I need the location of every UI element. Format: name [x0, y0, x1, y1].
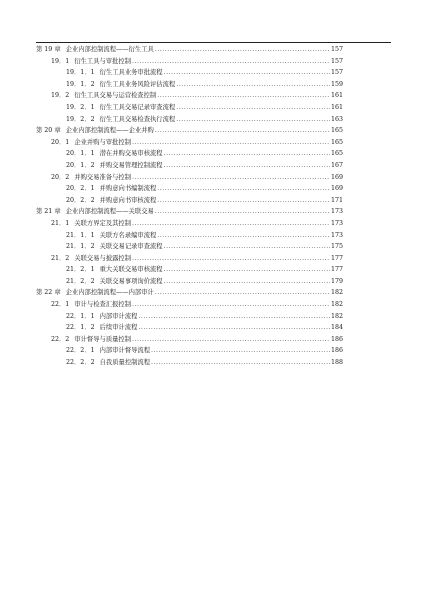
toc-entry-title: 自我质量控制流程 — [99, 359, 150, 367]
toc-entry-page-number: 157 — [330, 57, 343, 65]
toc-subsection-entry[interactable] — [36, 148, 343, 160]
toc-subsection-entry[interactable] — [36, 230, 343, 242]
toc-entry-number: 第 19 章 — [36, 46, 61, 53]
toc-entry-number: 20．2 — [51, 173, 70, 181]
toc-entry-page-number: 177 — [330, 254, 343, 262]
toc-entry-title: 衍生工具交易与运营检查控制 — [74, 92, 157, 100]
toc-entry-number: 第 20 章 — [36, 127, 61, 135]
toc-entry-title: 关联交易记录审查流程 — [99, 243, 163, 251]
toc-entry-number: 19．2．2 — [66, 115, 95, 123]
toc-entry-title: 审计与检查汇报控制 — [74, 301, 131, 309]
toc-entry-title: 并购意向书编制流程 — [99, 185, 157, 193]
toc-section-entry[interactable] — [36, 90, 343, 102]
toc-subsection-entry[interactable] — [36, 183, 343, 195]
toc-entry-page-number: 157 — [330, 69, 343, 77]
toc-section-entry[interactable] — [36, 253, 343, 265]
toc-subsection-entry[interactable] — [36, 79, 343, 91]
toc-entry-number: 22．1 — [51, 301, 70, 309]
toc-entry-page-number: 173 — [330, 219, 343, 227]
toc-entry-title: 关联方界定及其控制 — [74, 219, 131, 227]
toc-dot-leader — [138, 322, 330, 334]
toc-section-entry[interactable] — [36, 218, 343, 230]
toc-section-entry[interactable] — [36, 299, 343, 311]
toc-subsection-entry[interactable] — [36, 311, 343, 323]
toc-dot-leader — [176, 79, 330, 91]
toc-entry-number: 21．1 — [51, 219, 70, 227]
toc-entry-number: 20．1．2 — [66, 161, 95, 169]
toc-entry-number: 第 22 章 — [36, 289, 61, 297]
toc-entry-title: 潜在并购交易审核流程 — [99, 150, 163, 158]
toc-entry-page-number: 173 — [330, 231, 343, 239]
toc-dot-leader — [164, 264, 330, 276]
toc-dot-leader — [132, 299, 330, 311]
toc-entry-title: 企业内部控制流程——企业并购 — [65, 127, 154, 135]
toc-dot-leader — [157, 195, 330, 207]
toc-entry-title: 关联交易事项询价流程 — [99, 277, 163, 285]
toc-subsection-entry[interactable] — [36, 160, 343, 172]
toc-entry-page-number: 159 — [330, 80, 343, 88]
toc-entry-title: 并购意向书审核流程 — [99, 196, 157, 204]
toc-entry-number: 19．1．1 — [66, 69, 95, 77]
toc-entry-title: 关联交易与披露控制 — [74, 254, 131, 262]
toc-entry-page-number: 169 — [330, 173, 343, 181]
toc-entry-title: 关联方名录编审流程 — [99, 231, 157, 239]
toc-dot-leader — [132, 253, 330, 265]
toc-entry-number: 22．1．1 — [66, 312, 95, 320]
toc-entry-page-number: 188 — [330, 359, 343, 367]
toc-entry-title: 衍生工具业务审批流程 — [99, 69, 163, 77]
toc-entry-page-number: 186 — [330, 347, 343, 355]
toc-entry-number: 21．2．2 — [66, 277, 95, 285]
toc-dot-leader — [132, 137, 330, 149]
toc-entry-number: 19．1．2 — [66, 80, 95, 88]
toc-entry-page-number: 171 — [330, 196, 343, 204]
toc-chapter-entry[interactable] — [36, 125, 343, 137]
toc-entry-title: 衍生工具与审批控制 — [74, 57, 131, 65]
toc-entry-page-number: 165 — [330, 127, 343, 135]
toc-entry-page-number: 165 — [330, 150, 343, 158]
table-of-contents — [36, 44, 343, 369]
top-rule — [36, 42, 391, 43]
toc-dot-leader — [151, 345, 330, 357]
toc-subsection-entry[interactable] — [36, 264, 343, 276]
toc-subsection-entry[interactable] — [36, 195, 343, 207]
toc-dot-leader — [132, 218, 330, 230]
toc-dot-leader — [132, 56, 330, 68]
toc-entry-page-number: 169 — [330, 185, 343, 193]
toc-section-entry[interactable] — [36, 334, 343, 346]
toc-entry-number: 22．2 — [51, 335, 70, 343]
toc-dot-leader — [157, 230, 330, 242]
toc-section-entry[interactable] — [36, 137, 343, 149]
toc-dot-leader — [164, 148, 330, 160]
toc-entry-title: 并购交易管理控制流程 — [99, 161, 163, 169]
toc-subsection-entry[interactable] — [36, 357, 343, 369]
toc-entry-title: 企业内部控制流程——内部审计 — [65, 289, 154, 297]
toc-entry-number: 21．1．2 — [66, 243, 95, 251]
toc-dot-leader — [155, 125, 330, 137]
toc-entry-title: 衍生工具交易记录审查流程 — [99, 103, 176, 111]
toc-dot-leader — [176, 114, 330, 126]
toc-entry-page-number: 186 — [330, 335, 343, 343]
toc-entry-title: 审计督导与质量控制 — [74, 335, 131, 343]
toc-entry-number: 20．2．1 — [66, 185, 95, 193]
toc-entry-number: 19．2 — [51, 92, 70, 100]
toc-dot-leader — [151, 357, 330, 369]
toc-subsection-entry[interactable] — [36, 322, 343, 334]
toc-entry-number: 20．1 — [51, 138, 70, 146]
toc-subsection-entry[interactable] — [36, 102, 343, 114]
toc-entry-title: 并购交易准备与控制 — [74, 173, 131, 181]
toc-entry-title: 内部审计督导流程 — [99, 347, 150, 355]
toc-entry-title: 企业内部控制流程——关联交易 — [65, 208, 154, 216]
toc-subsection-entry[interactable] — [36, 276, 343, 288]
toc-entry-page-number: 184 — [330, 324, 343, 332]
toc-chapter-entry[interactable] — [36, 287, 343, 299]
toc-entry-number: 19．2．1 — [66, 103, 95, 111]
toc-entry-number: 20．2．2 — [66, 196, 95, 204]
toc-entry-number: 21．1．1 — [66, 231, 95, 239]
toc-entry-title: 衍生工具交易检查执行流程 — [99, 115, 176, 123]
toc-entry-page-number: 182 — [330, 301, 343, 309]
toc-dot-leader — [132, 334, 330, 346]
toc-entry-page-number: 182 — [330, 289, 343, 297]
toc-entry-page-number: 157 — [330, 46, 343, 53]
toc-entry-page-number: 163 — [330, 115, 343, 123]
toc-entry-page-number: 173 — [330, 208, 343, 216]
toc-entry-number: 21．2．1 — [66, 266, 95, 274]
toc-chapter-entry[interactable] — [36, 44, 343, 56]
toc-entry-number: 第 21 章 — [36, 208, 61, 216]
toc-dot-leader — [155, 287, 330, 299]
toc-entry-page-number: 161 — [330, 103, 343, 111]
toc-entry-page-number: 167 — [330, 161, 343, 169]
toc-dot-leader — [132, 172, 330, 184]
toc-entry-page-number: 165 — [330, 138, 343, 146]
toc-entry-page-number: 182 — [330, 312, 343, 320]
toc-subsection-entry[interactable] — [36, 114, 343, 126]
toc-dot-leader — [176, 102, 330, 114]
toc-entry-title: 衍生工具业务风险评估流程 — [99, 80, 176, 88]
toc-entry-title: 后续审计流程 — [99, 324, 138, 332]
toc-entry-title: 企业并购与审批控制 — [74, 138, 131, 146]
toc-entry-number: 22．2．1 — [66, 347, 95, 355]
toc-entry-title: 内部审计流程 — [99, 312, 138, 320]
toc-dot-leader — [138, 311, 330, 323]
toc-entry-number: 19．1 — [51, 57, 70, 65]
toc-subsection-entry[interactable] — [36, 67, 343, 79]
toc-entry-page-number: 179 — [330, 277, 343, 285]
toc-dot-leader — [157, 183, 330, 195]
toc-entry-number: 21．2 — [51, 254, 70, 262]
toc-section-entry[interactable] — [36, 172, 343, 184]
toc-section-entry[interactable] — [36, 56, 343, 68]
toc-entry-title: 重大关联交易审核流程 — [99, 266, 163, 274]
toc-dot-leader — [164, 241, 330, 253]
toc-entry-page-number: 161 — [330, 92, 343, 100]
toc-dot-leader — [164, 160, 330, 172]
toc-entry-title: 企业内部控制流程——衍生工具 — [65, 46, 154, 53]
toc-subsection-entry[interactable] — [36, 345, 343, 357]
toc-entry-number: 20．1．1 — [66, 150, 95, 158]
toc-entry-page-number: 177 — [330, 266, 343, 274]
toc-entry-number: 22．2．2 — [66, 359, 95, 367]
toc-dot-leader — [164, 276, 330, 288]
toc-entry-number: 22．1．2 — [66, 324, 95, 332]
toc-dot-leader — [155, 44, 330, 56]
toc-chapter-entry[interactable] — [36, 206, 343, 218]
toc-dot-leader — [155, 206, 330, 218]
toc-dot-leader — [164, 67, 330, 79]
toc-dot-leader — [157, 90, 330, 102]
toc-subsection-entry[interactable] — [36, 241, 343, 253]
toc-entry-page-number: 175 — [330, 243, 343, 251]
